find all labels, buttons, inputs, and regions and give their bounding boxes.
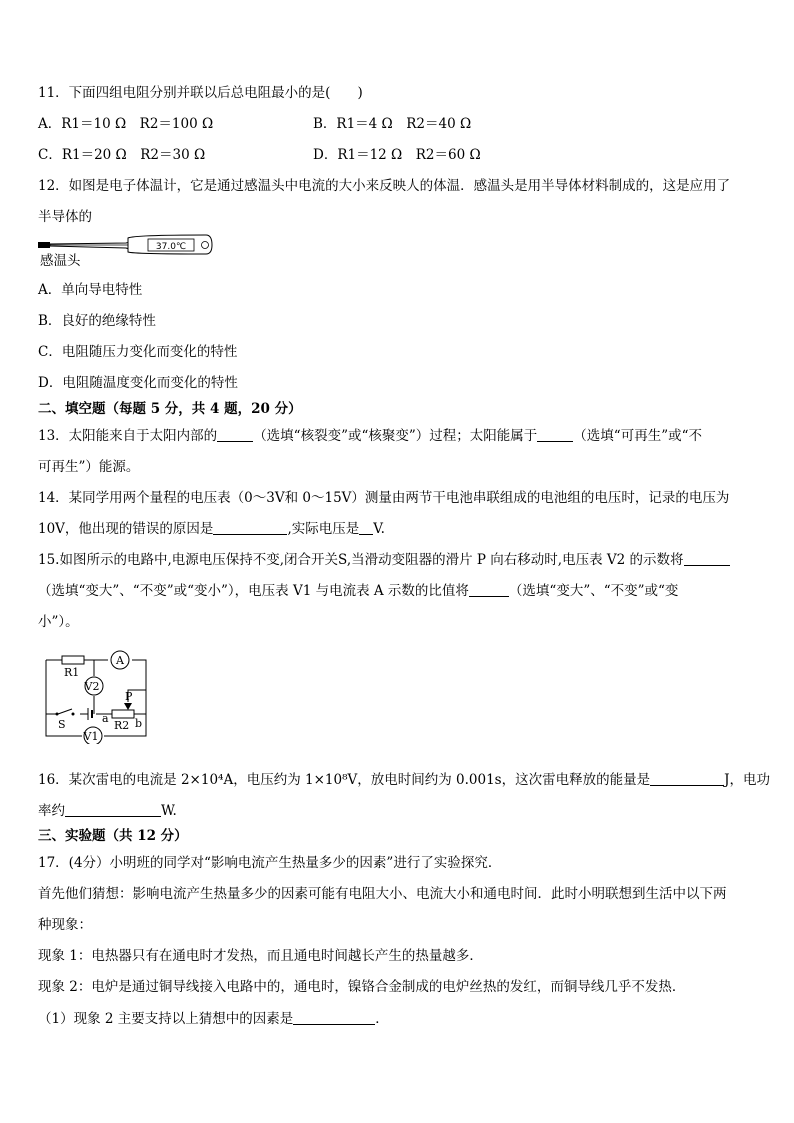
label-b: b xyxy=(135,717,143,730)
q17-line5: 现象 2：电炉是通过铜导线接入电路中的，通电时，镍铬合金制成的电炉丝热的发红，而铜导线几乎不发热． xyxy=(38,979,686,995)
q11-option-c: C．R1＝20 Ω R2＝30 Ω xyxy=(38,147,206,163)
q14-line1: 14．某同学用两个量程的电压表（0～3V和 0～15V）测量由两节干电池串联组成的电池组的电压时，记录的电压为 xyxy=(38,490,730,506)
q17-line4: 现象 1：电热器只有在通电时才发热，而且通电时间越长产生的热量越多． xyxy=(38,948,483,964)
q12-option-c: C．电阻随压力变化而变化的特性 xyxy=(38,344,238,360)
q16-line1 xyxy=(38,771,770,789)
answer-blank xyxy=(684,551,730,566)
answer-blank xyxy=(217,427,253,442)
label-s: S xyxy=(58,718,66,731)
label-v2: V2 xyxy=(84,680,100,693)
label-a: a xyxy=(102,712,109,725)
q17-sub1 xyxy=(38,1010,389,1028)
q12-option-b: B．良好的绝缘特性 xyxy=(38,313,156,329)
q12-option-a: A．单向导电特性 xyxy=(38,282,143,298)
q13-part-b: （选填“核裂变”或“核聚变”）过程；太阳能属于 xyxy=(253,428,538,444)
answer-blank xyxy=(359,520,373,535)
label-ammeter: A xyxy=(116,654,124,667)
q16-part-b: J，电功 xyxy=(724,772,771,788)
slider-arrow-icon xyxy=(124,703,132,710)
q11-option-a: A．R1＝10 Ω R2＝100 Ω xyxy=(38,116,214,132)
section-3-heading: 三、实验题（共 12 分） xyxy=(38,828,188,844)
answer-blank xyxy=(650,771,724,786)
q13-line2: 可再生”）能源。 xyxy=(38,459,140,475)
q17-sub1-a: （1）现象 2 主要支持以上猜想中的因素是 xyxy=(38,1011,294,1027)
display-reading: 37.0℃ xyxy=(155,242,187,252)
q12-probe-label: 感温头 xyxy=(40,253,81,269)
q12-stem-line1: 12．如图是电子体温计，它是通过感温头中电流的大小来反映人的体温．感温头是用半导体材料制成的，这是应用了 xyxy=(38,178,731,194)
label-r2: R2 xyxy=(114,719,130,732)
q15-line1 xyxy=(38,551,730,569)
q14-part-b: ,实际电压是 xyxy=(287,521,360,537)
q15-part-a: （选填“变大”、“不变”或“变小”），电压表 V1 与电流表 A 示数的比值将 xyxy=(38,583,469,599)
q14-part-c: V. xyxy=(373,521,385,537)
resistor-r1-icon xyxy=(62,656,84,664)
q12-option-d: D．电阻随温度变化而变化的特性 xyxy=(38,375,238,391)
q16-part-d: W. xyxy=(161,803,177,819)
power-button-icon xyxy=(202,242,209,249)
answer-blank xyxy=(65,802,161,817)
q15-line3: 小”）。 xyxy=(38,614,79,630)
q11-option-d: D．R1＝12 Ω R2＝60 Ω xyxy=(313,147,481,163)
q17-sub1-b: ． xyxy=(375,1011,389,1027)
q16-part-c: 率约 xyxy=(38,803,65,819)
q15-line2 xyxy=(38,582,678,600)
q15-stem: 15.如图所示的电路中,电源电压保持不变,闭合开关S,当滑动变阻器的滑片 P 向右移动时,电压表 V2 的示数将 xyxy=(38,552,684,568)
q14-part-a: 10V，他出现的错误的原因是 xyxy=(38,521,214,537)
q17-line1: 17．(4分）小明班的同学对“影响电流产生热量多少的因素”进行了实验探究． xyxy=(38,855,502,871)
circuit-diagram xyxy=(36,648,152,744)
section-2-heading: 二、填空题（每题 5 分，共 4 题，20 分） xyxy=(38,401,302,417)
probe-tip-icon xyxy=(38,242,50,248)
label-r1: R1 xyxy=(64,666,80,679)
switch-icon xyxy=(58,709,72,714)
label-v1: V1 xyxy=(83,730,99,743)
q15-part-b: （选填“变大”、“不变”或“变 xyxy=(508,583,679,599)
q16-line2 xyxy=(38,802,177,820)
answer-blank xyxy=(213,520,287,535)
q13-line1 xyxy=(38,427,702,445)
q11-option-b: B．R1＝4 Ω R2＝40 Ω xyxy=(313,116,472,132)
answer-blank xyxy=(537,427,573,442)
rheostat-r2-icon xyxy=(112,710,134,718)
q14-line2 xyxy=(38,520,385,538)
answer-blank xyxy=(293,1010,375,1025)
q13-part-c: （选填“可再生”或“不 xyxy=(573,428,703,444)
q16-part-a: 16．某次雷电的电流是 2×10⁴A，电压约为 1×10⁸V，放电时间约为 0.001s，这次雷电释放的能量是 xyxy=(38,772,651,788)
q13-part-a: 13．太阳能来自于太阳内部的 xyxy=(38,428,218,444)
label-p: P xyxy=(125,690,133,703)
q17-line3: 种现象： xyxy=(38,917,92,933)
q17-line2: 首先他们猜想：影响电流产生热量多少的因素可能有电阻大小、电流大小和通电时间．此时小明联想到生活中以下两 xyxy=(38,886,727,902)
q11-stem: 11．下面四组电阻分别并联以后总电阻最小的是( ) xyxy=(38,85,363,101)
answer-blank xyxy=(469,582,509,597)
q12-stem-line2: 半导体的 xyxy=(38,209,92,225)
